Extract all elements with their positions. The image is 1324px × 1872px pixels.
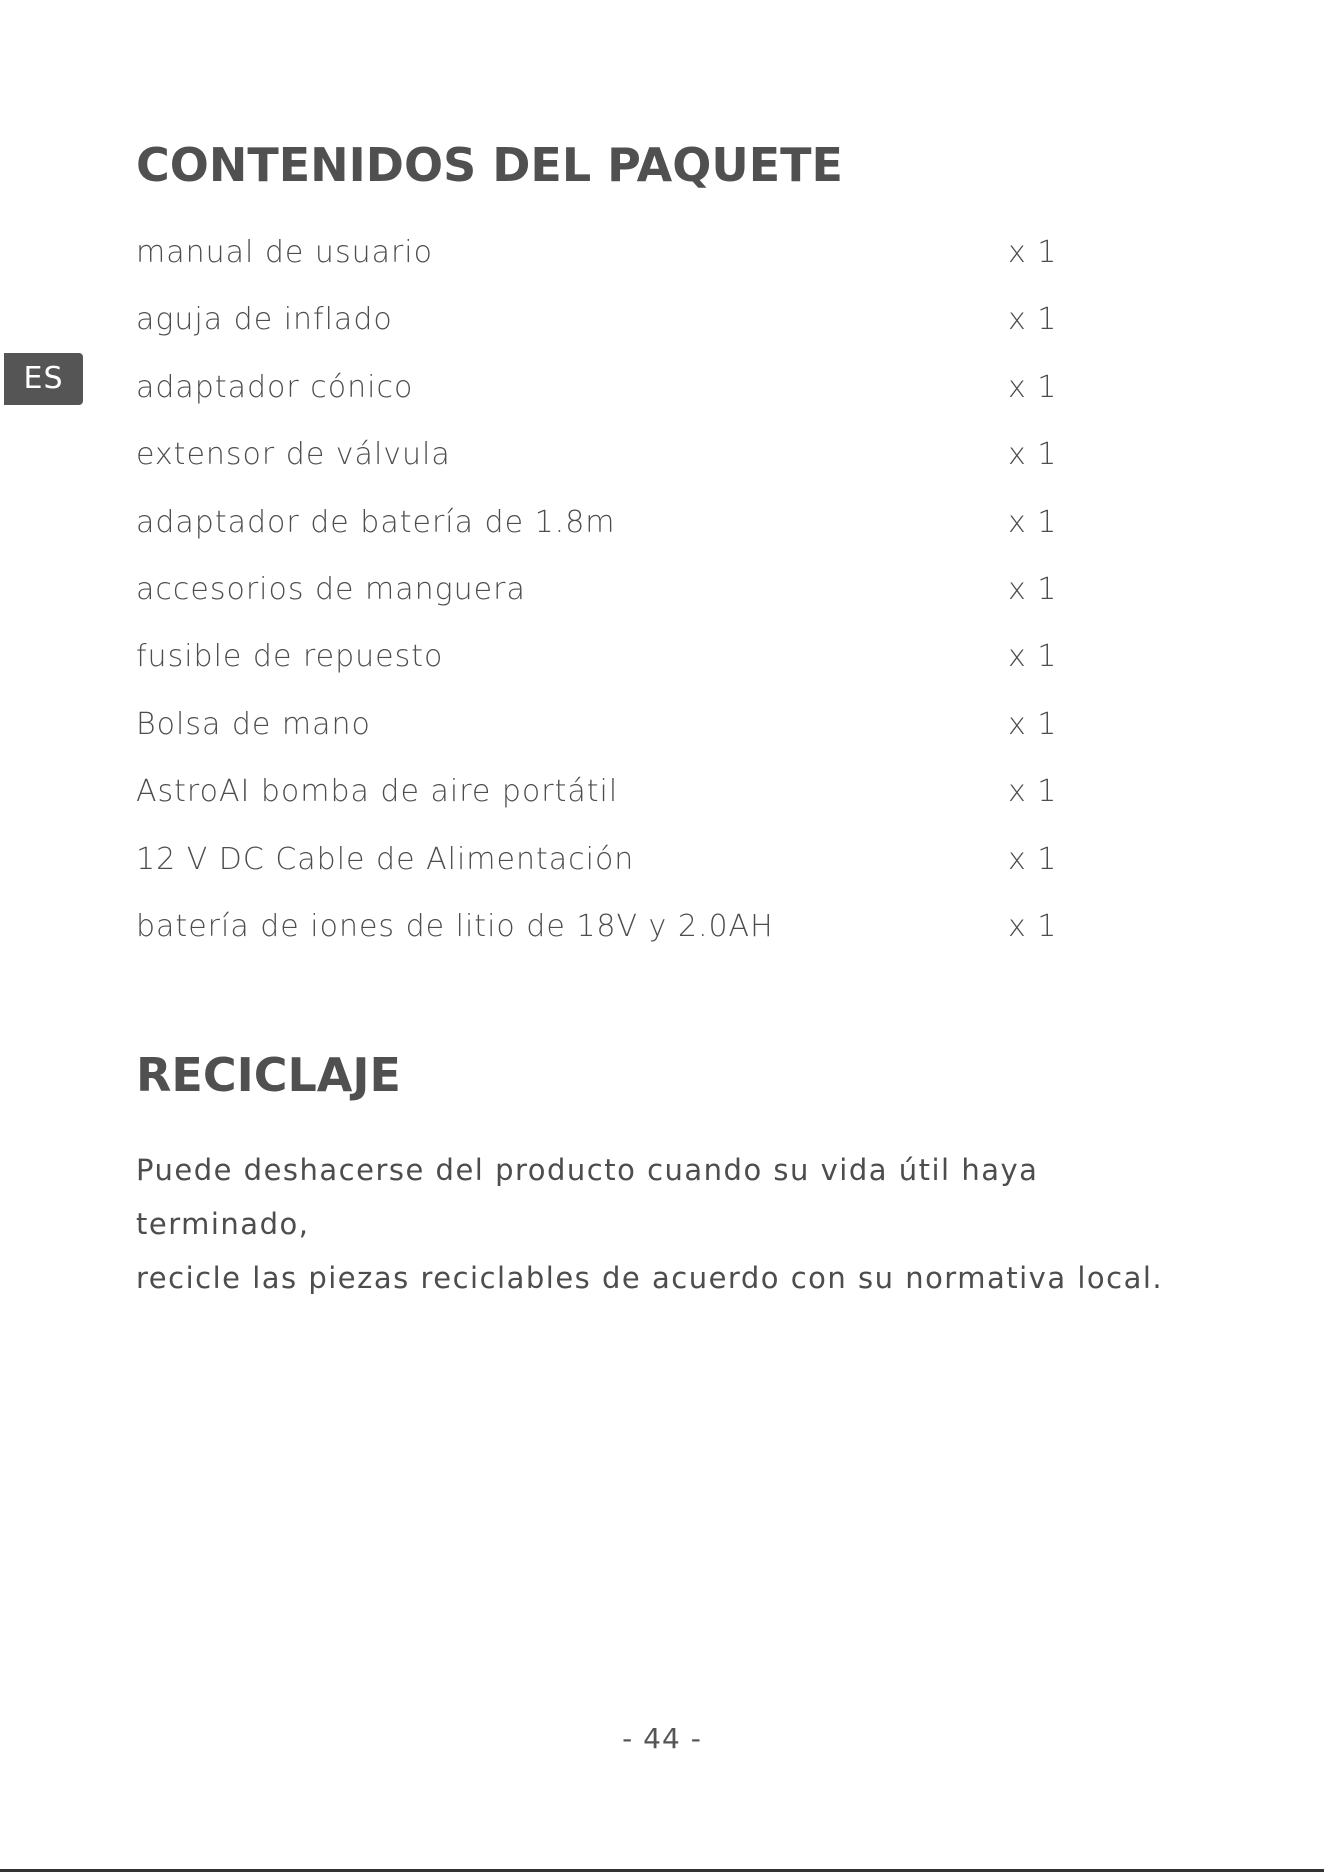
item-quantity: x 1 xyxy=(1008,302,1058,338)
item-quantity: x 1 xyxy=(1008,774,1058,810)
item-quantity: x 1 xyxy=(1008,841,1058,877)
item-name: accesorios de manguera xyxy=(136,571,526,607)
item-name: 12 V DC Cable de Alimentación xyxy=(136,841,635,877)
list-item xyxy=(136,765,1056,832)
list-item xyxy=(136,563,1056,630)
list-item xyxy=(136,428,1056,495)
list-item xyxy=(136,226,1056,293)
item-name: manual de usuario xyxy=(136,235,433,270)
language-tab: ES xyxy=(4,353,83,405)
recycling-line-1: Puede deshacerse del producto cuando su vida útil haya terminado, xyxy=(136,1153,1039,1241)
list-item xyxy=(136,293,1056,360)
list-item xyxy=(136,900,1056,967)
item-name: aguja de inflado xyxy=(136,302,393,338)
item-quantity: x 1 xyxy=(1008,369,1058,405)
item-quantity: x 1 xyxy=(1008,706,1058,742)
item-name: adaptador cónico xyxy=(136,369,414,405)
list-item xyxy=(136,833,1056,900)
item-quantity: x 1 xyxy=(1008,504,1058,540)
recycling-paragraph xyxy=(136,1143,1216,1305)
recycling-heading: RECICLAJE xyxy=(136,1048,401,1102)
item-name: Bolsa de mano xyxy=(136,706,371,742)
item-name: extensor de válvula xyxy=(136,437,451,473)
item-name: batería de iones de litio de 18V y 2.0AH xyxy=(136,908,774,944)
page-number: - 44 - xyxy=(622,1722,702,1755)
item-quantity: x 1 xyxy=(1008,235,1058,270)
item-quantity: x 1 xyxy=(1008,639,1058,675)
item-quantity: x 1 xyxy=(1008,571,1058,607)
item-quantity: x 1 xyxy=(1008,908,1058,944)
package-contents-list xyxy=(136,226,1056,967)
item-name: adaptador de batería de 1.8m xyxy=(136,504,616,540)
recycling-line-2: recicle las piezas reciclables de acuerdo con su normativa local. xyxy=(136,1261,1164,1295)
list-item xyxy=(136,361,1056,428)
package-contents-heading: CONTENIDOS DEL PAQUETE xyxy=(136,138,843,192)
item-name: AstroAI bomba de aire portátil xyxy=(136,774,619,810)
list-item xyxy=(136,496,1056,563)
item-quantity: x 1 xyxy=(1008,437,1058,473)
list-item xyxy=(136,630,1056,697)
list-item xyxy=(136,698,1056,765)
item-name: fusible de repuesto xyxy=(136,639,444,675)
